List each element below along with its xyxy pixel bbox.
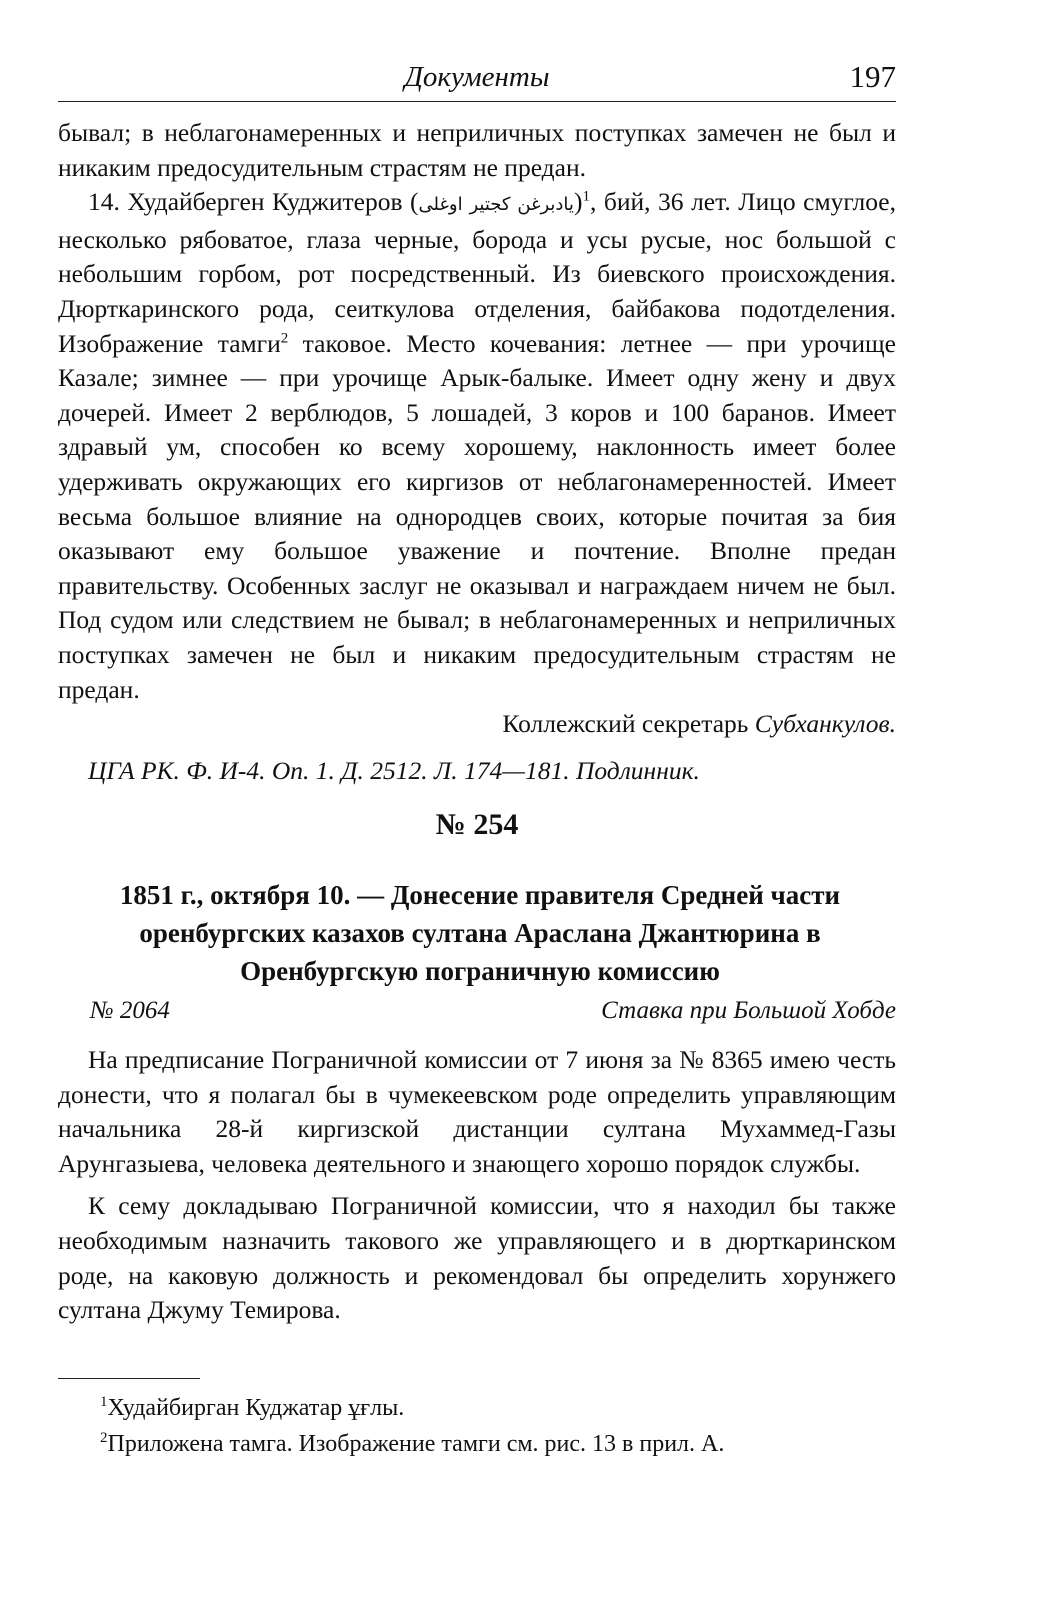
item-14-paragraph (58, 185, 896, 707)
arabic-name: یادبرغن کجتیر اوغلی (418, 194, 574, 216)
continued-paragraph: бывал; в неблагонамеренных и неприличных поступках замечен не был и никаким предосудительным страстям не предан. (58, 118, 896, 182)
footnotes (100, 1390, 896, 1462)
footnote-divider (58, 1378, 200, 1379)
item-14-start: 14. Худайберген Куджитеров ( (88, 187, 419, 217)
item-14-text: , бий, 36 лет. Лицо смуглое, несколько рябоватое, глаза черные, борода и усы русые, нос большой с небольшим горбом, рот посредственный. Из биевского происхождения. Дюрткаринского рода, сеиткулова отделения, байбакова подотделения. Изображение тамги (58, 187, 896, 358)
page-header (58, 55, 896, 102)
outgoing-number: № 2064 (90, 997, 170, 1024)
item-14-text-cont: таковое. Место кочевания: летнее — при урочище Казале; зимнее — при урочище Арык-балыке. Имеет одну жену и двух дочерей. Имеет 2 верблюдов, 5 лошадей, 3 коров и 100 баранов. Имеет здравый ум, способен ко всему хорошему, наклонность имеет более удерживать окружающих его киргизов от неблагонамеренностей. Имеет весьма большое влияние на однородцев своих, которые почитая за бия оказывают ему большое уважение и почтение. Вполне предан правительству. Особенных заслуг не оказывал и награждаем ничем не был. Под судом или следствием не бывал; в неблагонамеренных и неприличных поступках замечен не был и никаким предосудительным страстям не предан. (58, 328, 896, 704)
footnote-text: Приложена тамга. Изображение тамги см. рис. 13 в прил. А. (107, 1431, 725, 1457)
signature-line (58, 707, 896, 742)
page-number: 197 (849, 59, 896, 94)
document-number: № 254 (435, 808, 519, 841)
signature-name: Субханкулов. (754, 709, 896, 739)
previous-document-tail (58, 116, 896, 788)
body-paragraph: К сему докладываю Пограничной комиссии, что я находил бы также необходимым назначить такового же управляющего и в дюрткаринском роде, на каковую должность и рекомендовал бы определить хорунжего султана Джуму Темирова. (58, 1191, 896, 1325)
running-title: Документы (404, 61, 550, 93)
body-paragraph: На предписание Пограничной комиссии от 7 июня за № 8365 имею честь донести, что я полагал бы в чумекеевском роде определить управляющим начальника 28-й киргизской дистанции султана Мухаммед-Газы Арунгазыева, человека деятельного и знающего хорошо порядок службы. (58, 1045, 896, 1178)
footnote-text: Худайбирган Куджатар ұғлы. (107, 1395, 405, 1421)
document-title: 1851 г., октября 10. — Донесение правителя Средней части оренбургских казахов султана Араслана Джантюрина в Оренбургскую пограничную комиссию (119, 880, 841, 986)
archive-reference: ЦГА РК. Ф. И-4. Оп. 1. Д. 2512. Л. 174—181. Подлинник. (88, 755, 700, 785)
document-body (58, 1043, 896, 1328)
document-place: Ставка при Большой Хобде (601, 997, 896, 1024)
footnote-mark: 2 (100, 1430, 108, 1446)
footnote-1 (100, 1390, 896, 1426)
footnote-2 (100, 1426, 896, 1462)
footnote-mark: 1 (100, 1394, 108, 1410)
item-14-paren: ) (573, 187, 583, 217)
footnote-ref-2: 2 (280, 330, 289, 347)
signature-role: Коллежский секретарь (502, 709, 755, 739)
footnote-ref-1: 1 (582, 188, 590, 205)
